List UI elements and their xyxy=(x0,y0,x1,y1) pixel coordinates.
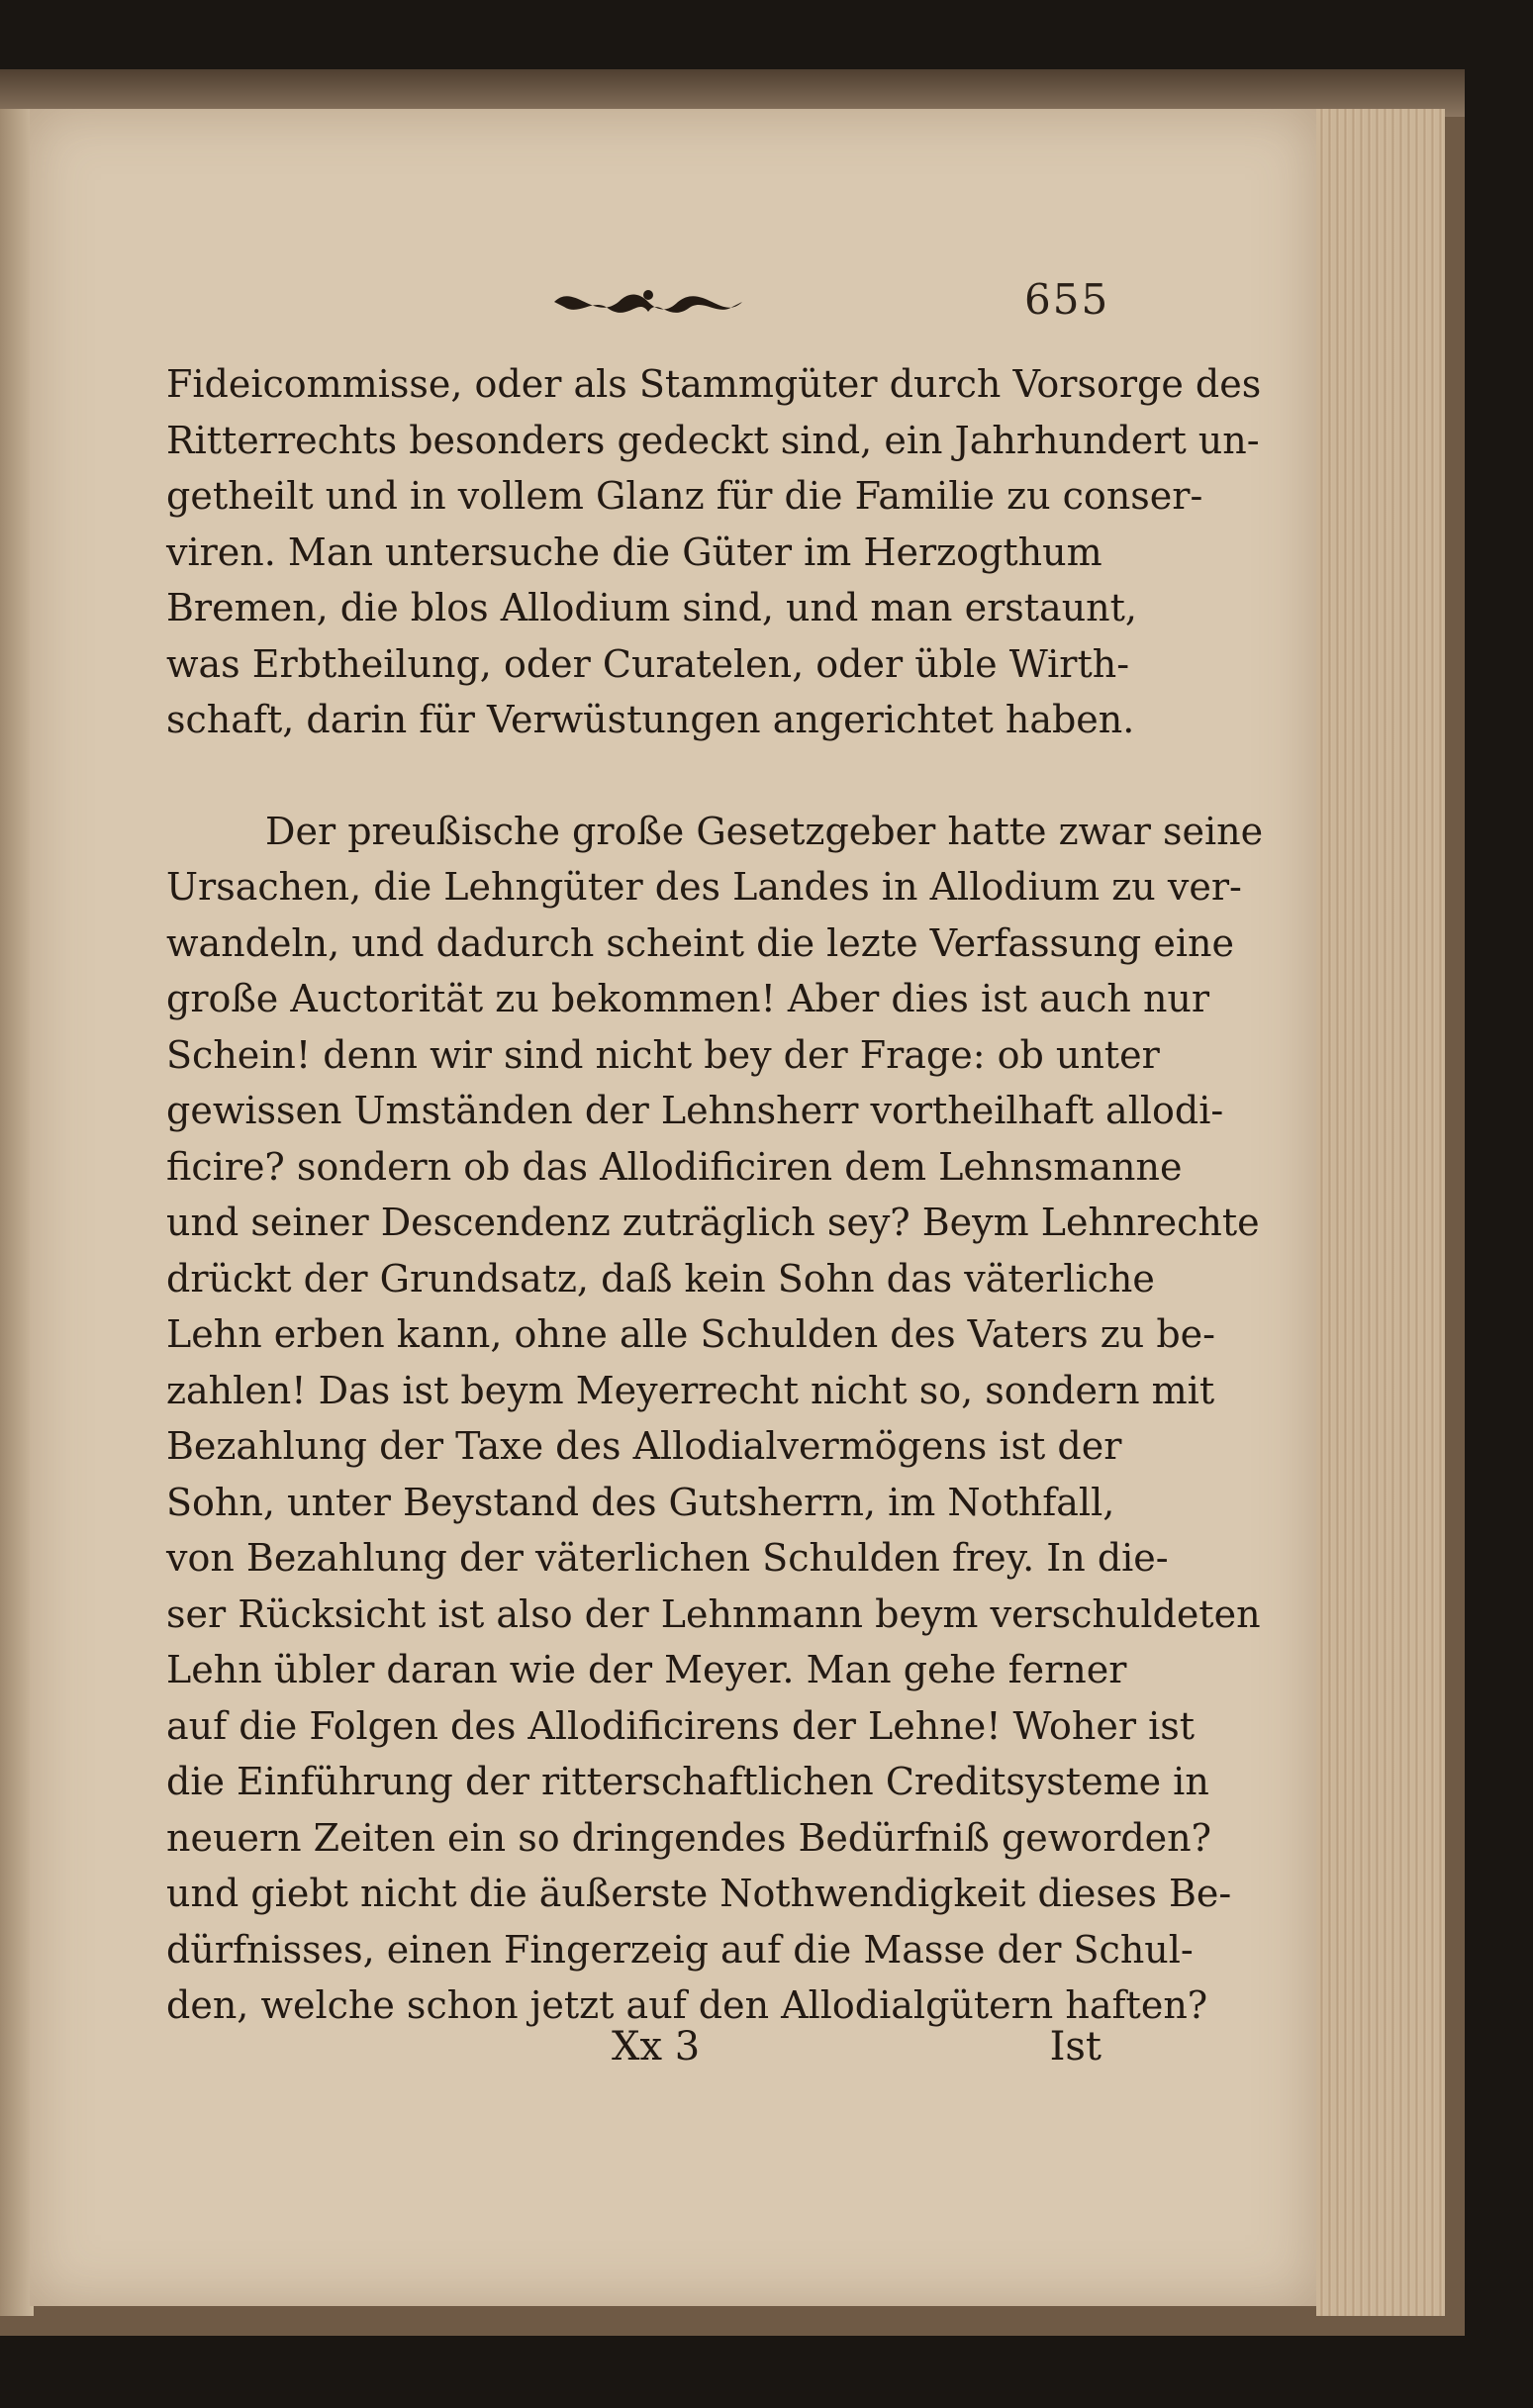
text-line: neuern Zeiten ein so dringendes Bedürfniß geworden? xyxy=(166,1815,1212,1860)
text-line: wandeln, und dadurch scheint die lezte Verfassung eine xyxy=(166,920,1234,965)
signature-mark: Xx 3 xyxy=(612,2024,701,2070)
page-edges xyxy=(1316,109,1445,2316)
text-line: Ursachen, die Lehngüter des Landes in Allodium zu ver- xyxy=(166,865,1242,909)
text-line: was Erbtheilung, oder Curatelen, oder üble Wirth- xyxy=(166,641,1130,686)
page-number: 655 xyxy=(1024,275,1110,324)
text-line: gewissen Umständen der Lehnsherr vortheilhaft allodi- xyxy=(166,1089,1224,1132)
text-line: dürfnisses, einen Fingerzeig auf die Masse der Schul- xyxy=(166,1927,1194,1972)
text-line: ser Rücksicht ist also der Lehnmann beym verschuldeten xyxy=(166,1591,1261,1636)
catchword: Ist xyxy=(1049,2024,1102,2070)
binding-gutter xyxy=(0,109,34,2316)
text-line: Bezahlung der Taxe des Allodialvermögens ist der xyxy=(166,1424,1122,1468)
text-line: Sohn, unter Beystand des Gutsherrn, im Nothfall, xyxy=(166,1480,1115,1524)
text-line: schaft, darin für Verwüstungen angerichtet haben. xyxy=(166,698,1135,741)
text-line: Fideicommisse, oder als Stammgüter durch Vorsorge des xyxy=(166,362,1262,406)
text-line: zahlen! Das ist beym Meyerrecht nicht so, sondern mit xyxy=(166,1368,1215,1412)
text-line: und seiner Descendenz zuträglich sey? Beym Lehnrechte xyxy=(166,1201,1260,1244)
paragraph-spacer xyxy=(166,748,1102,804)
text-line: Lehn übler daran wie der Meyer. Man gehe ferner xyxy=(166,1648,1127,1691)
text-line: Der preußische große Gesetzgeber hatte zwar seine xyxy=(265,809,1264,853)
text-line: Bremen, die blos Allodium sind, und man erstaunt, xyxy=(166,586,1137,629)
body-text xyxy=(166,356,1264,2034)
text-line: viren. Man untersuche die Güter im Herzogthum xyxy=(166,530,1102,574)
text-line: und giebt nicht die äußerste Nothwendigkeit dieses Be- xyxy=(166,1872,1232,1915)
text-line: Ritterrechts besonders gedeckt sind, ein Jahrhundert un- xyxy=(166,418,1260,462)
page-footer xyxy=(166,2024,1102,2079)
text-line: Schein! denn wir sind nicht bey der Frage: ob unter xyxy=(166,1032,1160,1077)
text-line: Lehn erben kann, ohne alle Schulden des Vaters zu be- xyxy=(166,1312,1215,1356)
text-line: die Einführung der ritterschaftlichen Creditsysteme in xyxy=(166,1760,1209,1803)
fleuron-ornament-icon xyxy=(549,277,747,327)
text-line: getheilt und in vollem Glanz für die Familie zu conser- xyxy=(166,474,1203,518)
text-line: große Auctorität zu bekommen! Aber dies ist auch nur xyxy=(166,977,1210,1020)
text-line: ficire? sondern ob das Allodificiren dem Lehnsmanne xyxy=(166,1144,1183,1189)
text-line: drückt der Grundsatz, daß kein Sohn das väterliche xyxy=(166,1256,1155,1300)
paragraph xyxy=(166,356,1262,748)
paragraph xyxy=(166,804,1264,2034)
text-line: auf die Folgen des Allodificirens der Lehne! Woher ist xyxy=(166,1703,1196,1748)
text-line: den, welche schon jetzt auf den Allodialgütern haften? xyxy=(166,1983,1208,2027)
text-line: von Bezahlung der väterlichen Schulden frey. In die- xyxy=(166,1536,1169,1580)
